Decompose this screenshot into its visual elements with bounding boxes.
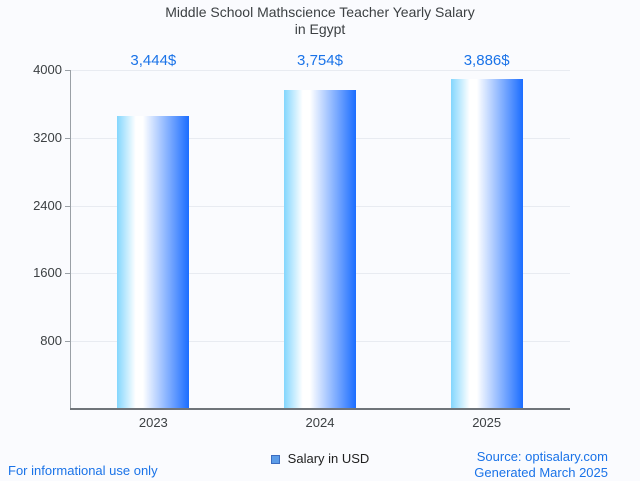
bar-2024	[284, 90, 356, 408]
x-label-2024: 2024	[305, 415, 335, 430]
chart-title	[0, 4, 640, 38]
footer-source-block	[474, 449, 608, 481]
chart-title-line1: Middle School Mathscience Teacher Yearly Salary	[165, 4, 475, 20]
y-axis-line	[70, 70, 71, 409]
y-tick-label: 1600	[33, 265, 62, 281]
generated-date: Generated March 2025	[474, 465, 608, 480]
y-tick-label: 3200	[33, 129, 62, 145]
x-axis-labels	[70, 415, 570, 431]
legend-marker-icon	[271, 455, 280, 464]
value-label-2024: 3,754$	[297, 52, 343, 69]
y-axis-tickmark	[65, 138, 70, 139]
footer-disclaimer: For informational use only	[8, 463, 158, 478]
y-tick-label: 2400	[33, 197, 62, 213]
y-axis-tickmark	[65, 341, 70, 342]
legend-label: Salary in USD	[287, 451, 370, 466]
y-tick-label: 800	[40, 333, 62, 349]
value-label-2025: 3,886$	[463, 52, 510, 69]
plot-area	[70, 70, 570, 409]
source-link[interactable]: Source: optisalary.com	[476, 449, 608, 464]
value-label-row	[70, 52, 570, 70]
bar-2023	[117, 116, 189, 408]
value-label-2023: 3,444$	[130, 52, 177, 69]
gridline	[70, 70, 570, 71]
y-tick-label: 4000	[33, 62, 62, 77]
y-axis-tickmark	[65, 70, 70, 71]
y-axis-tickmark	[65, 273, 70, 274]
chart-title-line2: in Egypt	[294, 21, 346, 37]
x-axis-line	[70, 408, 570, 410]
y-axis-tickmark	[65, 206, 70, 207]
x-label-2023: 2023	[138, 415, 168, 430]
x-label-2025: 2025	[472, 415, 502, 430]
bar-2025	[451, 79, 523, 408]
